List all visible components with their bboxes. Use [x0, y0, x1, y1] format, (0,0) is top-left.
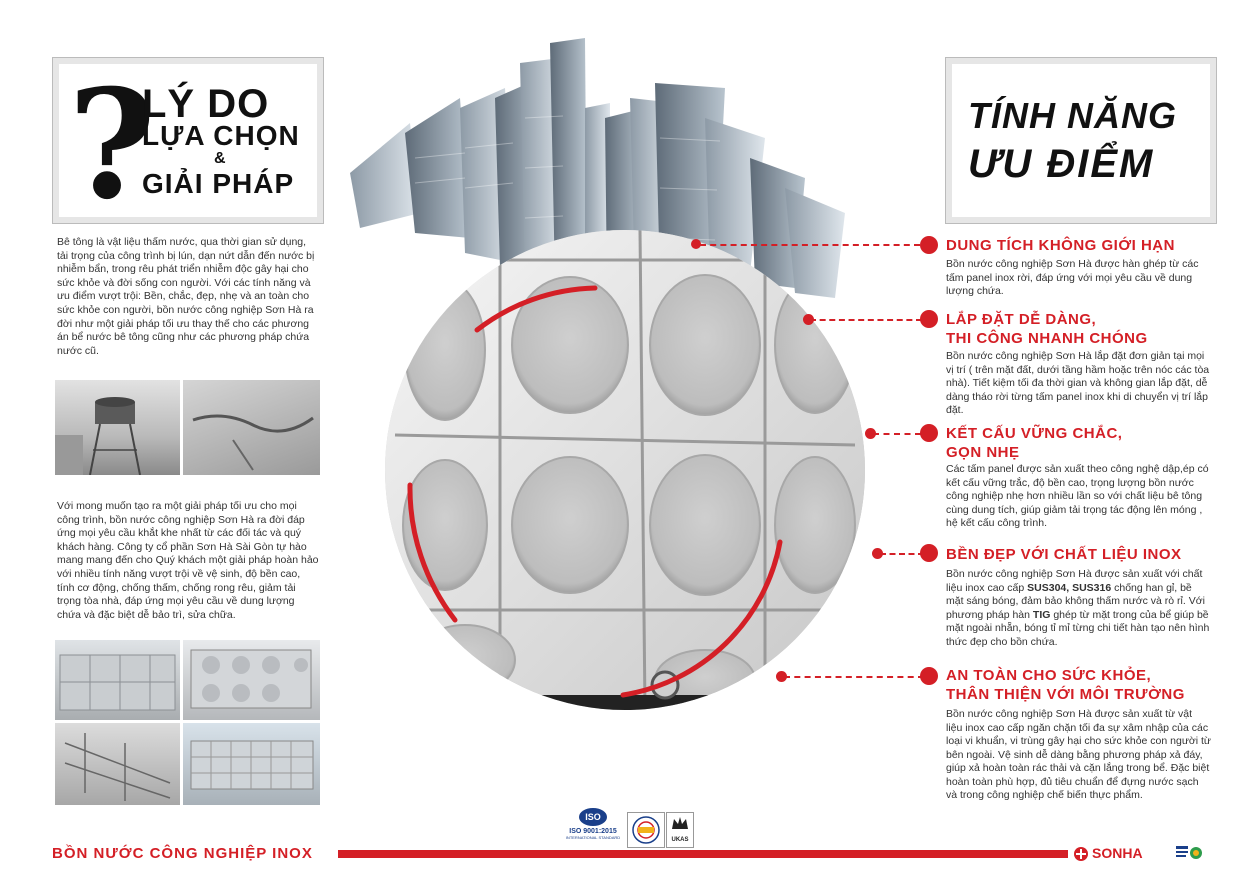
crown-icon	[667, 813, 693, 835]
quality-seal-icon	[628, 813, 664, 847]
features-title-line2: ƯU ĐIỂM	[968, 142, 1155, 186]
reasons-title-line2: LỰA CHỌN	[142, 120, 300, 151]
national-brand-icon	[1174, 842, 1204, 864]
product-line-label: BỒN NƯỚC CÔNG NGHIỆP INOX	[52, 845, 313, 862]
feature-4-desc-material: SUS304, SUS316	[1027, 581, 1112, 594]
sonha-logo-icon	[1072, 846, 1090, 862]
footer-red-bar	[338, 850, 1068, 858]
feature-2-title	[946, 310, 1236, 348]
concrete-crack-icon	[183, 380, 320, 475]
feature-1-connector	[700, 244, 920, 246]
feature-4-desc-part: chống han gỉ, bề mặt sáng bóng, đảm bảo không thấm nước và rò rỉ. Với phương pháp hàn	[946, 581, 1205, 621]
feature-4-desc-weld: TIG	[1032, 608, 1051, 621]
feature-5-connector	[784, 676, 924, 678]
feature-4-description	[946, 568, 1211, 649]
quality-seal-logo	[627, 812, 665, 848]
features-title-line1: TÍNH NĂNG	[968, 95, 1177, 136]
feature-3-bullet-icon	[920, 424, 938, 442]
feature-4-title	[946, 545, 1236, 564]
iso-globe-icon: ISO	[579, 808, 607, 826]
feature-5-title-line: THÂN THIỆN VỚI MÔI TRƯỜNG	[946, 686, 1185, 703]
iso-standard-sub: INTERNATIONAL STANDARD	[565, 835, 621, 840]
tank-grid-icon	[55, 640, 180, 720]
brand-name: SONHA	[1092, 845, 1143, 861]
features-title-box	[945, 57, 1217, 224]
feature-4-bullet-icon	[920, 544, 938, 562]
feature-2-title-line: THI CÔNG NHANH CHÓNG	[946, 330, 1148, 347]
reasons-title-line3: GIẢI PHÁP	[142, 168, 295, 199]
feature-5-title-line: AN TOÀN CHO SỨC KHỎE,	[946, 667, 1152, 684]
feature-2-title-line: LẮP ĐẶT DỄ DÀNG,	[946, 311, 1097, 328]
steel-frame-icon	[55, 723, 180, 805]
feature-1-bullet-icon	[920, 236, 938, 254]
feature-5-bullet-icon	[920, 667, 938, 685]
feature-1-title-line: DUNG TÍCH KHÔNG GIỚI HẠN	[946, 237, 1175, 254]
feature-4-desc-part: ghép từ mặt trong của bể giúp bề mặt ngoài nhẵn, bóng tỉ mỉ từng chi tiết hàn tạo nên hình thức đẹp cho bồn chứa.	[946, 608, 1210, 648]
decorative-red-arcs	[385, 230, 865, 710]
feature-4-desc-part: Bồn nước công nghiệp Sơn Hà được sản xuất với chất liệu inox cao cấp	[946, 568, 1203, 594]
feature-2-bullet-icon	[920, 310, 938, 328]
feature-3-title	[946, 424, 1236, 462]
reasons-title-line1: LÝ DO	[142, 82, 270, 126]
feature-1-title	[946, 236, 1236, 255]
feature-4-anchor-icon	[872, 548, 883, 559]
feature-3-anchor-icon	[865, 428, 876, 439]
second-paragraph: Với mong muốn tạo ra một giải pháp tối ưu cho mọi công trình, bồn nước công nghiệp Sơn Hà ra đời đáp ứng mọi yêu cầu khắt khe nhất từ các đối tác và quý khách hàng. Công ty cổ phần Sơn Hà Sài Gòn tự hào mang mang đến cho Quý khách một giải pháp hoàn hảo với nhiều tính năng vượt trội về vệ sinh, độ bền cao, tính cơ động, chống thấm, chống rong rêu, giảm tải trọng tòa nhà, đáp ứng mọi yêu cầu về dung lượng chứa và đặc biệt dễ bảo trì, sửa chữa.	[57, 500, 319, 621]
feature-3-connector	[873, 433, 921, 435]
tank-installation-photo-1	[55, 640, 180, 720]
feature-2-connector	[810, 319, 922, 321]
ukas-logo	[666, 812, 694, 848]
water-tower-icon	[55, 380, 180, 475]
sonha-brand-logo	[1072, 845, 1172, 865]
question-mark-icon: ?	[68, 57, 156, 233]
tank-installation-photo-2	[183, 640, 320, 720]
feature-3-title-line: KẾT CẤU VỮNG CHẮC,	[946, 425, 1123, 442]
large-tank-icon	[183, 723, 320, 805]
feature-3-title-line: GỌN NHẸ	[946, 444, 1020, 461]
tank-panels-icon	[183, 640, 320, 720]
iso-certification-logo	[565, 808, 621, 853]
iso-standard-label: ISO 9001:2015	[569, 828, 617, 835]
feature-4-connector	[880, 553, 924, 555]
old-water-tower-photo	[55, 380, 180, 475]
cracked-concrete-photo	[183, 380, 320, 475]
feature-5-description: Bồn nước công nghiệp Sơn Hà được sản xuất từ vật liệu inox cao cấp ngăn chặn tối đa sự xâm nhập của các loại vi khuẩn, vi trùng gây hại cho sức khỏe con người từ bên ngoài. Vệ sinh dễ dàng bằng phương pháp xả đáy, giúp xả hoàn toàn rác thải và cặn lắng trong bể. Đặc biệt hoàn toàn phù hợp, đủ tiêu chuẩn để đựng nước sạch và trong công nghiệp chế biến thực phẩm.	[946, 708, 1211, 801]
feature-1-anchor-icon	[691, 239, 701, 249]
large-tank-photo	[183, 723, 320, 805]
tank-frame-photo	[55, 723, 180, 805]
feature-5-anchor-icon	[776, 671, 787, 682]
reasons-title-ampersand: &	[214, 150, 226, 167]
national-brand-logo	[1174, 842, 1204, 864]
feature-3-description: Các tấm panel được sản xuất theo công nghệ dập,ép có kết cấu vững trắc, độ bền cao, trọng lượng bồn nước công nghiệp nhẹ hơn nhiều lần so với chất liệu bê tông cùng dung tích, giúp giảm tải trọng tác động lên móng , hệ kết cấu công trình.	[946, 463, 1209, 529]
feature-1-description: Bồn nước công nghiệp Sơn Hà được hàn ghép từ các tấm panel inox rời, đáp ứng với mọi yêu cầu về dung lượng chứa.	[946, 258, 1199, 297]
ukas-label: UKAS	[671, 837, 689, 843]
intro-paragraph: Bê tông là vật liệu thấm nước, qua thời gian sử dụng, tải trọng của công trình bị lún, dạn nứt dẫn đến nước bị nhiễm bẩn, trong rêu phát triển nhiễm độc gây hại cho sức khỏe và đời sống con người. Với các tính năng và ưu điểm vượt trội: Bền, chắc, đẹp, nhẹ và an toàn cho sức khỏe con người, bồn nước công nghiệp Sơn Hà ra đời như một giải pháp tối ưu thay thế cho các phương án bể nước bê tông cũng như các phương pháp chứa nước cũ.	[57, 236, 315, 357]
feature-2-description: Bồn nước công nghiệp Sơn Hà lắp đặt đơn giản tại mọi vị trí ( trên mặt đất, dưới tầng hầm hoặc trên nóc các tòa nhà). Tiết kiệm tối đa thời gian và không gian lắp đặt, dễ dàng tháo rời từng tấm panel inox khi di chuyển vị trí lắp đặt.	[946, 350, 1210, 416]
feature-5-title	[946, 666, 1236, 704]
feature-4-title-line: BỀN ĐẸP VỚI CHẤT LIỆU INOX	[946, 546, 1182, 563]
feature-2-anchor-icon	[803, 314, 814, 325]
